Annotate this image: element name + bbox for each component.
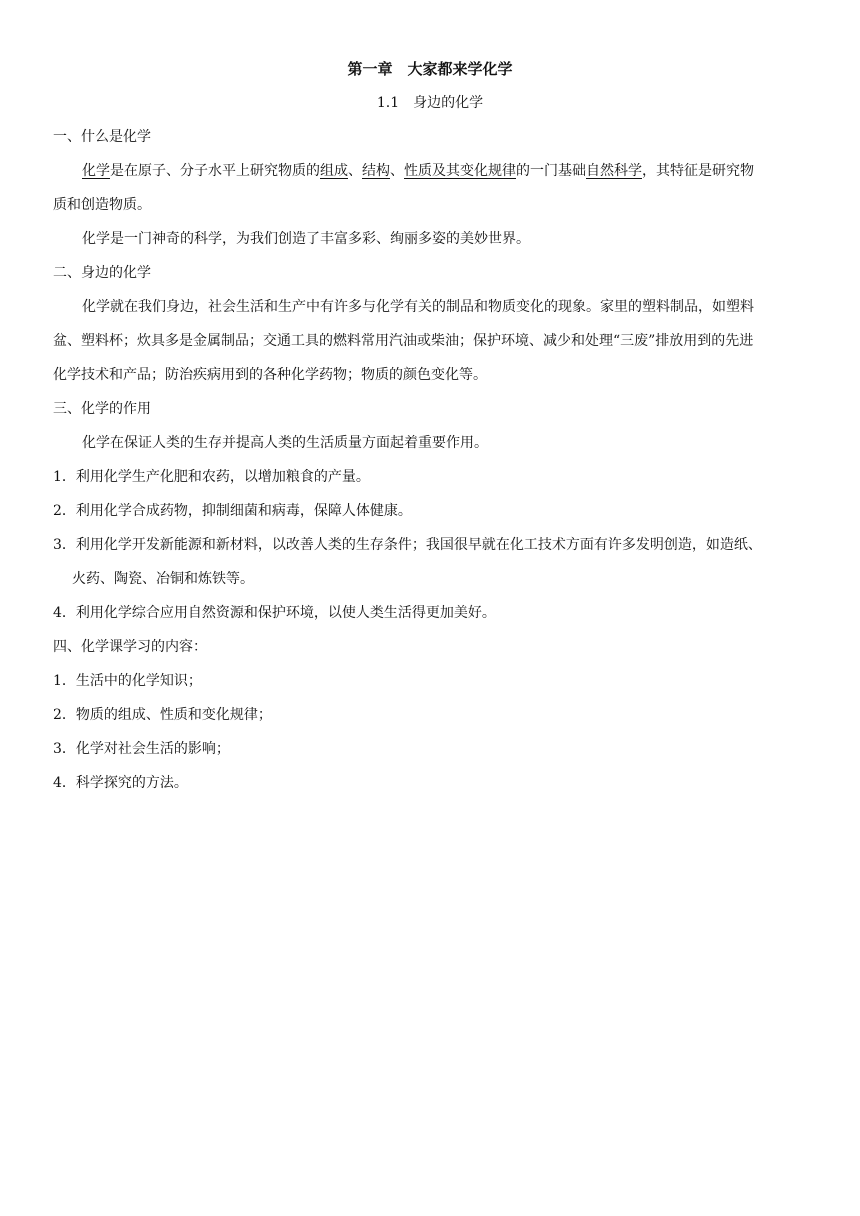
term-structure: 结构 xyxy=(362,163,390,179)
term-properties: 性质及其变化规律 xyxy=(404,163,516,179)
list-item: 4．科学探究的方法。 xyxy=(53,775,188,791)
term-composition: 组成 xyxy=(320,163,348,179)
list-item: 3．利用化学开发新能源和新材料，以改善人类的生存条件；我国很早就在化工技术方面有许多发明创造，如造纸、 xyxy=(53,537,762,553)
list-item-cont: 火药、陶瓷、冶铜和炼铁等。 xyxy=(72,571,254,587)
definition-paragraph: 化学是在原子、分子水平上研究物质的组成、结构、性质及其变化规律的一门基础自然科学，其特征是研究物 xyxy=(82,163,754,179)
list-item: 2．利用化学合成药物，抑制细菌和病毒，保障人体健康。 xyxy=(53,503,412,519)
chapter-title: 第一章 大家都来学化学 xyxy=(347,60,513,78)
section-heading-role-of-chemistry: 三、化学的作用 xyxy=(53,401,151,417)
paragraph-text: 化学技术和产品；防治疾病用到的各种化学药物；物质的颜色变化等。 xyxy=(53,367,487,383)
list-item: 2．物质的组成、性质和变化规律； xyxy=(53,707,272,723)
paragraph-text: 化学是一门神奇的科学，为我们创造了丰富多彩、绚丽多姿的美妙世界。 xyxy=(82,231,530,247)
list-item: 1．利用化学生产化肥和农药，以增加粮食的产量。 xyxy=(53,469,370,485)
list-item: 4．利用化学综合应用自然资源和保护环境，以使人类生活得更加美好。 xyxy=(53,605,496,621)
paragraph-text: 化学就在我们身边，社会生活和生产中有许多与化学有关的制品和物质变化的现象。家里的塑料制品，如塑料 xyxy=(82,299,754,315)
definition-paragraph-cont: 质和创造物质。 xyxy=(53,197,151,213)
section-heading-everyday-chemistry: 二、身边的化学 xyxy=(53,265,151,281)
paragraph-text: 盆、塑料杯；炊具多是金属制品；交通工具的燃料常用汽油或柴油；保护环境、减少和处理“三废”排放用到的先进 xyxy=(53,333,754,349)
paragraph-text: 化学在保证人类的生存并提高人类的生活质量方面起着重要作用。 xyxy=(82,435,488,451)
term-chemistry: 化学 xyxy=(82,163,110,179)
list-item: 3．化学对社会生活的影响； xyxy=(53,741,230,757)
section-heading-what-is-chemistry: 一、什么是化学 xyxy=(53,129,151,145)
list-item: 1．生活中的化学知识； xyxy=(53,673,202,689)
section-heading-course-content: 四、化学课学习的内容： xyxy=(53,639,207,655)
term-natural-science: 自然科学 xyxy=(586,163,642,179)
section-title: 1.1 身边的化学 xyxy=(376,95,484,111)
